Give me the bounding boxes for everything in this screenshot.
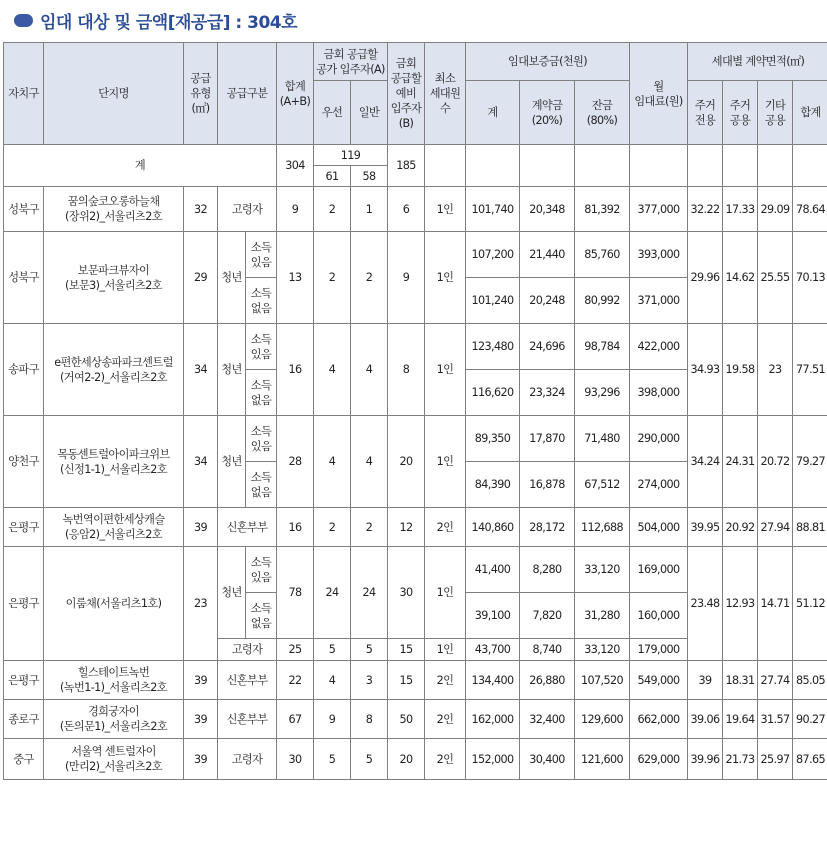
section-title-row <box>14 8 297 32</box>
table-row: 은평구 녹번역이편한세상캐슬 (응암2)_서울리츠2호 39 신혼부부 16 2 2 12 2인 140,860 28,172 112,688 504,000 39.95 20.92 27.94 88.81 <box>4 508 827 547</box>
table-row: 은평구 이룸채(서울리츠1호) 23 청년 소득 있음 78 24 24 30 1인 41,400 8,280 33,120 169,000 23.48 12.93 14.71 51.12 <box>4 547 827 593</box>
header-supply-type: 공급 유형 (㎡) <box>184 43 218 145</box>
header-area-common: 주거 공용 <box>723 81 758 145</box>
header-deposit-balance: 잔금 (80%) <box>575 81 630 145</box>
summary-label: 계 <box>4 145 277 187</box>
table-row: 종로구 경희궁자이 (돈의문1)_서울리츠2호 39 신혼부부 67 9 8 50 2인 162,000 32,400 129,600 662,000 39.06 19.64 31.57 90.27 <box>4 700 827 739</box>
header-district: 자치구 <box>4 43 44 145</box>
bullet-icon <box>14 14 33 27</box>
complex-name: 꿈의숲코오롱하늘채 (장위2)_서울리츠2호 <box>44 187 184 232</box>
complex-name: 경희궁자이 (돈의문1)_서울리츠2호 <box>44 700 184 739</box>
summary-occupants: 119 <box>314 145 388 166</box>
table-row: 고령자 25 5 5 15 1인 43,700 8,740 33,120 179,000 <box>4 639 827 661</box>
page-title: 임대 대상 및 금액[재공급] : 304호 <box>40 12 298 33</box>
header-total: 합계 (A+B) <box>277 43 314 145</box>
header-area-group: 세대별 계약면적(㎡) <box>688 43 827 81</box>
table-row: 양천구 목동센트럴아이파크위브 (신정1-1)_서울리츠2호 34 청년 소득 있음 28 4 4 20 1인 89,350 17,870 71,480 290,000 34.24 24.31 20.72 79.27 <box>4 416 827 462</box>
complex-name: 힐스테이트녹번 (녹번1-1)_서울리츠2호 <box>44 661 184 700</box>
header-supply-category: 공급구분 <box>218 43 277 145</box>
summary-priority: 61 <box>314 166 351 187</box>
header-area-private: 주거 전용 <box>688 81 723 145</box>
rental-table: 자치구 단지명 공급 유형 (㎡) 공급구분 합계 (A+B) 금회 공급할 공가 입주자(A) 금회 공급할 예비 입주자 (B) 최소 세대원 수 임대보증금(천원) 월 임대료(원) 세대별 계약면적(㎡) 우선 일반 계 계약금 (20%) 잔금 (80%) 주거 전용 주거 공용 기타 공용 합계 계 304 119 185 61 58 성북구 꿈의숲코오롱하늘채 (장위2)_서울리츠2호 32 고령자 9 2 1 6 1인 101,740 20,348 81,392 377,000 32.22 17.33 29.09 78.64 성북구 보문파크뷰자이 (보문3)_서울리츠2호 29 청년 소득 있음 13 2 2 9 1인 107,200 21,440 85,760 393,000 29.96 14.62 25.55 70.13 소득 없음 101,240 20,248 80,992 371,000 송파구 e편한세상송파파크센트럴 (거여2-2)_서울리츠2호 34 청년 소득 있음 16 4 4 8 1인 123,480 24,696 98,784 422,000 34.93 19.58 23 77.51 소득 없음 116,620 23,324 93,296 398,000 양천구 목동센트럴아이파크위브 (신정1-1)_서울리츠2호 34 청년 소득 있음 28 4 4 20 1인 89,350 17,870 71,480 290,000 34.24 24.31 20.72 79.27 소득 없음 84,390 16,878 67,512 274,000 은평구 녹번역이편한세상캐슬 (응암2)_서울리츠2호 39 신혼부부 16 2 2 12 2인 140,860 28,172 112,688 504,000 39.95 20.92 27.94 88.81 은평구 이룸채(서울리츠1호) 23 청년 소득 있음 78 24 24 30 1인 41,400 8,280 33,120 169,000 23.48 12.93 14.71 51.12 소득 없음 39,100 7,820 31,280 160,000 고령자 25 5 5 15 1인 43,700 8,740 33,120 179,000 은평구 힐스테이트녹번 (녹번1-1)_서울리츠2호 39 신혼부부 22 4 3 15 2인 134,400 26,880 107,520 549,000 39 18.31 27.74 85.05 종로구 경희궁자이 (돈의문1)_서울리츠2호 39 신혼부부 67 9 8 50 2인 162,000 32,400 129,600 662,000 39.06 19.64 31.57 90.27 중구 서울역 센트럴자이 (만리2)_서울리츠2호 39 고령자 30 5 5 20 2인 152,000 30,400 121,600 629,000 39.96 21.73 25.97 87.65 <box>3 42 827 780</box>
header-deposit-total: 계 <box>466 81 520 145</box>
summary-general: 58 <box>351 166 388 187</box>
complex-name: 이룸채(서울리츠1호) <box>44 547 184 661</box>
summary-reserve: 185 <box>388 145 425 187</box>
table-row: 은평구 힐스테이트녹번 (녹번1-1)_서울리츠2호 39 신혼부부 22 4 3 15 2인 134,400 26,880 107,520 549,000 39 18.31 27.74 85.05 <box>4 661 827 700</box>
header-reserve: 금회 공급할 예비 입주자 (B) <box>388 43 425 145</box>
table-row: 송파구 e편한세상송파파크센트럴 (거여2-2)_서울리츠2호 34 청년 소득 있음 16 4 4 8 1인 123,480 24,696 98,784 422,000 34.93 19.58 23 77.51 <box>4 324 827 370</box>
header-complex: 단지명 <box>44 43 184 145</box>
complex-name: 목동센트럴아이파크위브 (신정1-1)_서울리츠2호 <box>44 416 184 508</box>
table-row: 중구 서울역 센트럴자이 (만리2)_서울리츠2호 39 고령자 30 5 5 20 2인 152,000 30,400 121,600 629,000 39.96 21.73 25.97 87.65 <box>4 739 827 780</box>
header-occupants: 금회 공급할 공가 입주자(A) <box>314 43 388 81</box>
header-area-other: 기타 공용 <box>758 81 793 145</box>
header-general: 일반 <box>351 81 388 145</box>
complex-name: 서울역 센트럴자이 (만리2)_서울리츠2호 <box>44 739 184 780</box>
header-area-sum: 합계 <box>793 81 827 145</box>
complex-name: e편한세상송파파크센트럴 (거여2-2)_서울리츠2호 <box>44 324 184 416</box>
summary-total: 304 <box>277 145 314 187</box>
complex-name: 보문파크뷰자이 (보문3)_서울리츠2호 <box>44 232 184 324</box>
table-row: 성북구 꿈의숲코오롱하늘채 (장위2)_서울리츠2호 32 고령자 9 2 1 6 1인 101,740 20,348 81,392 377,000 32.22 17.33 29.09 78.64 <box>4 187 827 232</box>
header-deposit-group: 임대보증금(천원) <box>466 43 630 81</box>
summary-row <box>4 145 827 166</box>
header-priority: 우선 <box>314 81 351 145</box>
header-rent: 월 임대료(원) <box>630 43 688 145</box>
complex-name: 녹번역이편한세상캐슬 (응암2)_서울리츠2호 <box>44 508 184 547</box>
header-deposit-contract: 계약금 (20%) <box>520 81 575 145</box>
table-row: 성북구 보문파크뷰자이 (보문3)_서울리츠2호 29 청년 소득 있음 13 2 2 9 1인 107,200 21,440 85,760 393,000 29.96 14.62 25.55 70.13 <box>4 232 827 278</box>
header-min-members: 최소 세대원 수 <box>425 43 466 145</box>
